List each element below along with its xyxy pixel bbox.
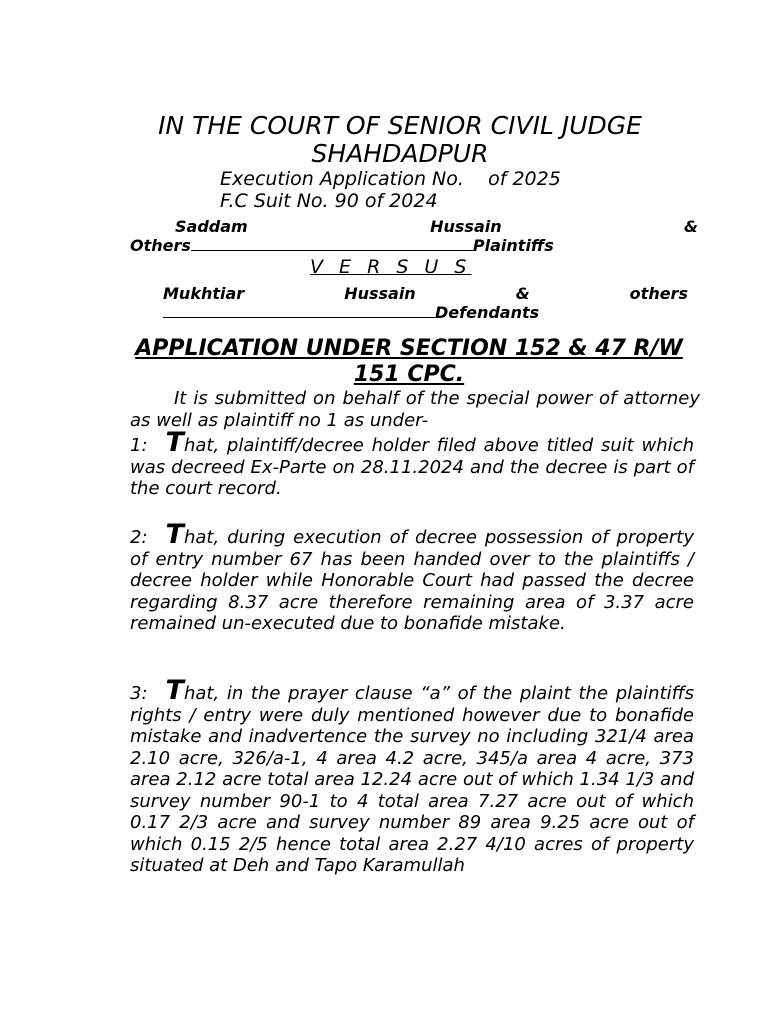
paragraph-3 (130, 675, 694, 877)
defendant-word: Mukhtiar (163, 284, 245, 303)
defendant-line-1 (163, 285, 688, 303)
defendant-line-2 (163, 303, 688, 322)
plaintiff-word: & (684, 217, 698, 236)
execution-application-number: Execution Application No. of 2025 (220, 168, 561, 190)
versus-label: V E R S U S (310, 256, 472, 278)
paragraph-1 (130, 427, 694, 500)
court-title: IN THE COURT OF SENIOR CIVIL JUDGE SHAHDADPUR (158, 111, 642, 168)
plaintiff-word: Saddam (175, 217, 248, 236)
paragraph-text: hat, during execution of decree possession of property of entry number 67 has been handed over to the plaintiffs / decree holder while Honorable Court had passed the decree regarding 8.37 acre therefore remaining area of 3.37 acre remained un-executed due to bonafide mistake. (130, 527, 694, 634)
paragraph-number: 1: (130, 435, 148, 456)
drop-initial: T (165, 675, 184, 706)
plaintiff-role: Plaintiffs (472, 236, 554, 255)
paragraph-number: 2: (130, 527, 148, 548)
drop-initial: T (165, 427, 184, 458)
plaintiff-line-1 (130, 218, 698, 236)
defendant-word: Hussain (344, 284, 416, 303)
plaintiff-others: Others (130, 236, 191, 255)
defendant-word: & (515, 284, 530, 303)
signature-line (191, 236, 473, 251)
plaintiff-word: Hussain (430, 217, 502, 236)
plaintiff-line-2 (130, 236, 698, 255)
defendant-role: Defendants (435, 303, 540, 322)
plaintiff-block (130, 218, 698, 255)
defendant-block (163, 285, 688, 322)
paragraph-text: hat, in the prayer clause “a” of the plaint the plaintiffs rights / entry were duly mentioned however due to bonafide mistake and inadvertence the survey no including 321/4 area 2.10 acre, 326/a-1, 4 area 4.2 acre, 345/a area 4 acre, 373 area 2.12 acre total area 12.24 acre out of which 1.34 1/3 and survey number 90-1 to 4 total area 7.27 acre out of which 0.17 2/3 acre and survey number 89 area 9.25 acre out of which 0.15 2/5 hence total area 2.27 4/10 acres of property situated at Deh and Tapo Karamullah (130, 683, 694, 876)
paragraph-text: hat, plaintiff/decree holder filed above titled suit which was decreed Ex-Parte on 28.11.2024 and the decree is part of the court record. (130, 435, 694, 499)
drop-initial: T (165, 519, 184, 550)
signature-line (163, 303, 435, 318)
paragraph-2 (130, 519, 694, 635)
paragraph-number: 3: (130, 683, 148, 704)
defendant-word: others (629, 284, 688, 303)
application-heading: APPLICATION UNDER SECTION 152 & 47 R/W 151 CPC. (135, 336, 683, 387)
intro-paragraph: It is submitted on behalf of the special power of attorney as well as plaintiff no 1 as under- (130, 388, 700, 431)
suit-number: F.C Suit No. 90 of 2024 (220, 190, 438, 212)
